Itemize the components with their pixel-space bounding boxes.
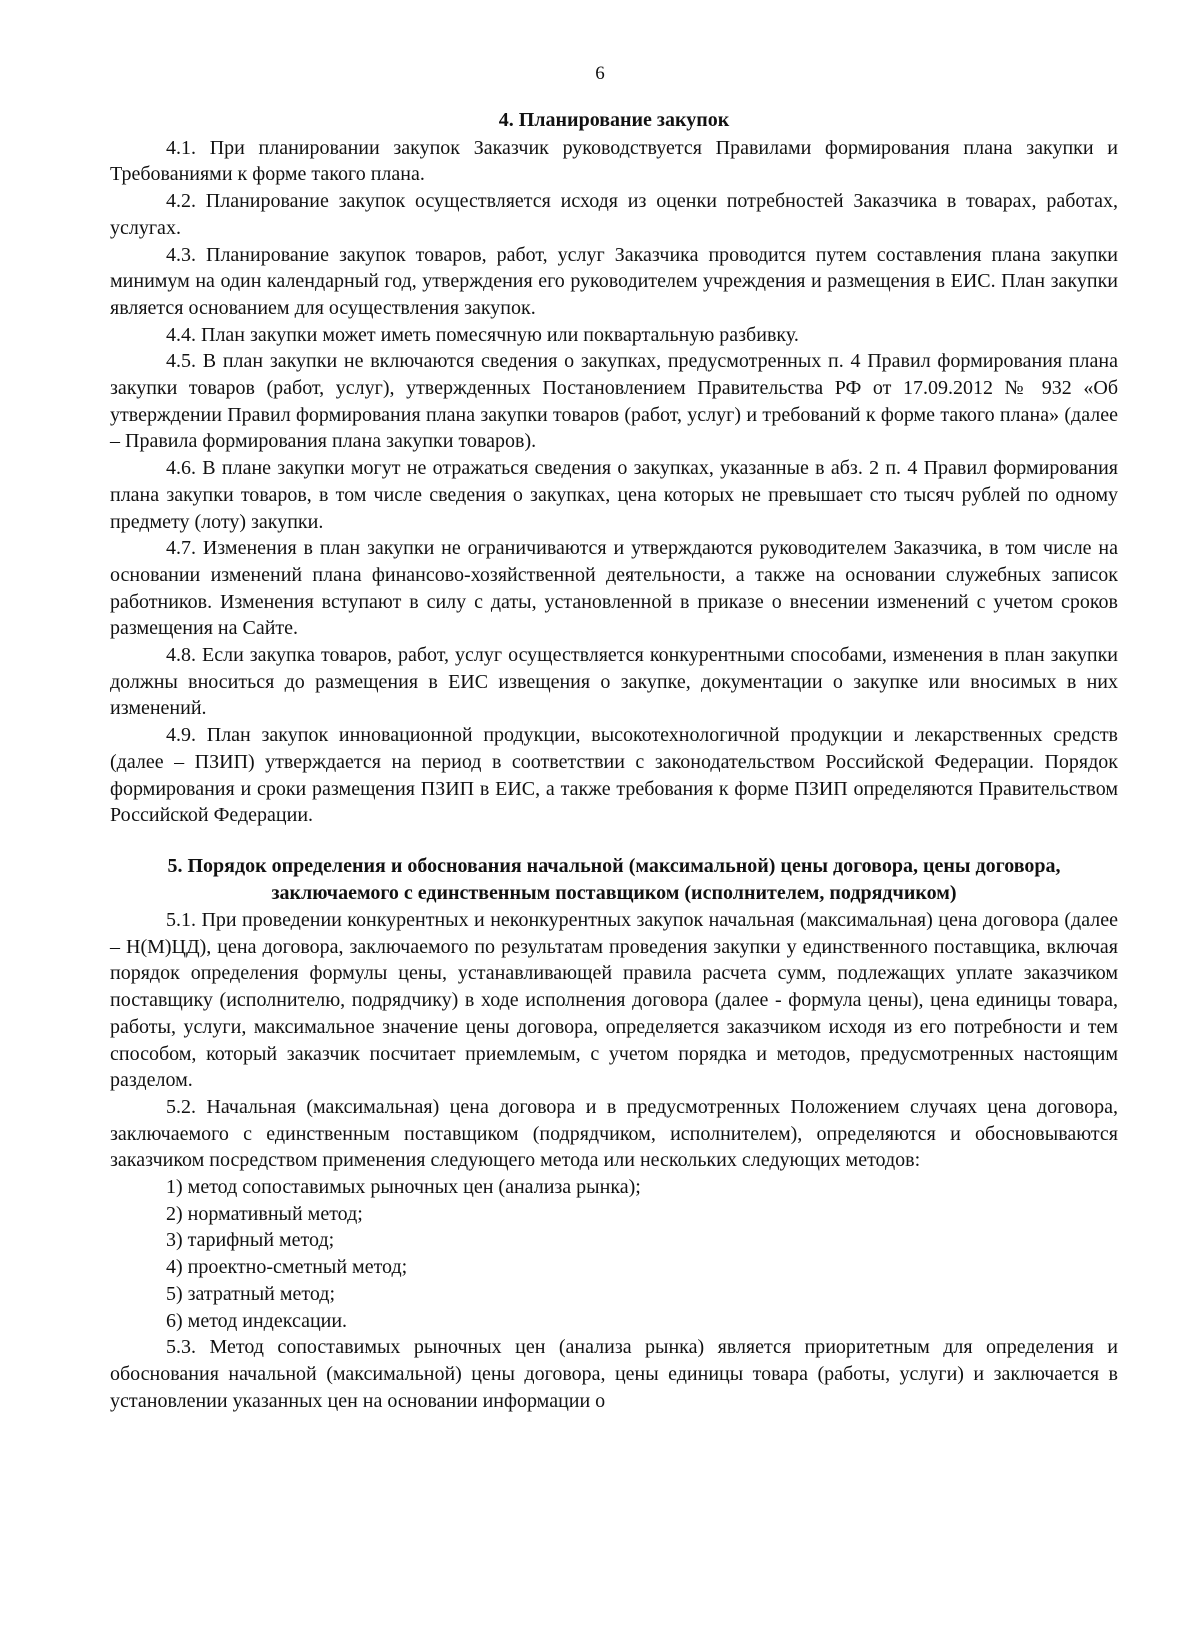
paragraph-4-5: 4.5. В план закупки не включаются сведения о закупках, предусмотренных п. 4 Правил формирования плана закупки товаров (работ, услуг), утвержденных Постановлением Правительства РФ от 17.09.2012 № 932 «Об утверждении Правил формирования плана закупки товаров (работ, услуг) и требований к форме такого плана» (далее – Правила формирования плана закупки товаров). [110, 350, 1118, 453]
paragraph-5-1: 5.1. При проведении конкурентных и неконкурентных закупок начальная (максимальная) цена договора (далее – Н(М)ЦД), цена договора, заключаемого по результатам проведения закупки у единственного поставщика, включая порядок определения формулы цены, устанавливающей правила расчета сумм, подлежащих уплате заказчиком поставщику (исполнителю, подрядчику) в ходе исполнения договора (далее - формула цены), цена единицы товара, работы, услуги, максимальное значение цены договора, определяется заказчиком исходя из его потребности и тем способом, который заказчик посчитает приемлемым, с учетом порядка и методов, предусмотренных настоящим разделом. [110, 908, 1118, 1092]
method-list-item: 5) затратный метод; [166, 1282, 336, 1305]
paragraph-4-2: 4.2. Планирование закупок осуществляется исходя из оценки потребностей Заказчика в товарах, работах, услугах. [110, 190, 1118, 239]
method-list-item: 1) метод сопоставимых рыночных цен (анализа рынка); [166, 1176, 641, 1199]
section-4-title: 4. Планирование закупок [498, 109, 730, 131]
method-list-item: 6) метод индексации. [166, 1309, 348, 1332]
paragraph-4-7: 4.7. Изменения в план закупки не ограничиваются и утверждаются руководителем Заказчика, в том числе на основании изменений плана финансово-хозяйственной деятельности, а также на основании служебных записок работников. Изменения вступают в силу с даты, установленной в приказе о внесении изменений с учетом сроков размещения на Сайте. [110, 537, 1118, 640]
page-number: 6 [595, 63, 605, 84]
method-list-item: 2) нормативный метод; [166, 1202, 363, 1225]
paragraph-4-4: 4.4. План закупки может иметь помесячную или поквартальную разбивку. [166, 323, 799, 346]
section-5-title: 5. Порядок определения и обоснования начальной (максимальной) цены договора, цены договора, заключаемого с единственным поставщиком (исполнителем, подрядчиком) [167, 854, 1061, 904]
method-list-item: 4) проектно-сметный метод; [166, 1256, 408, 1279]
paragraph-4-3: 4.3. Планирование закупок товаров, работ, услуг Заказчика проводится путем составления плана закупки минимум на один календарный год, утверждения его руководителем учреждения и размещения в ЕИС. План закупки является основанием для осуществления закупок. [110, 243, 1118, 319]
paragraph-4-1: 4.1. При планировании закупок Заказчик руководствуется Правилами формирования плана закупки и Требованиями к форме такого плана. [110, 136, 1118, 186]
paragraph-5-2: 5.2. Начальная (максимальная) цена договора и в предусмотренных Положением случаях цена договора, заключаемого с единственным поставщиком (подрядчиком, исполнителем), определяются и обосновываются заказчиком посредством применения следующего метода или нескольких следующих методов: [110, 1095, 1118, 1172]
paragraph-4-8: 4.8. Если закупка товаров, работ, услуг осуществляется конкурентными способами, изменения в план закупки должны вноситься до размещения в ЕИС извещения о закупке, документации о закупке или вносимых в них изменений. [110, 644, 1118, 720]
paragraph-4-9: 4.9. План закупок инновационной продукции, высокотехнологичной продукции и лекарственных средств (далее – ПЗИП) утверждается на период в соответствии с законодательством Российской Федерации. Порядок формирования и сроки размещения ПЗИП в ЕИС, а также требования к форме ПЗИП определяются Правительством Российской Федерации. [110, 724, 1118, 827]
method-list-item: 3) тарифный метод; [166, 1229, 335, 1252]
document-body [110, 107, 1118, 1414]
paragraph-4-6: 4.6. В плане закупки могут не отражаться сведения о закупках, указанные в абз. 2 п. 4 Правил формирования плана закупки товаров, в том числе сведения о закупках, цена которых не превышает сто тысяч рублей по одному предмету (лоту) закупки. [110, 457, 1118, 533]
paragraph-5-3: 5.3. Метод сопоставимых рыночных цен (анализа рынка) является приоритетным для определения и обоснования начальной (максимальной) цены договора, цены единицы товара (работы, услуги) и заключается в установлении указанных цен на основании информации о [110, 1336, 1118, 1412]
